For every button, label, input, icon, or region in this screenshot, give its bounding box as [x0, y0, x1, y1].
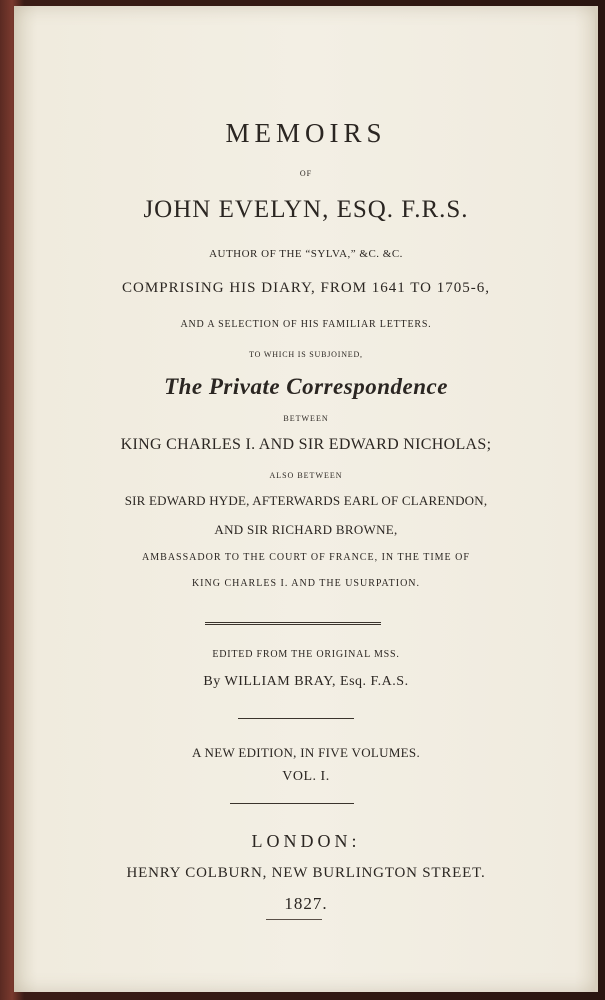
imprint-publisher: HENRY COLBURN, NEW BURLINGTON STREET.	[126, 865, 486, 881]
title-page	[14, 6, 598, 992]
comprising-line: COMPRISING HIS DIARY, FROM 1641 TO 1705-6,	[122, 280, 490, 296]
edition-line: A NEW EDITION, IN FIVE VOLUMES.	[192, 745, 420, 760]
volume-line: VOL. I.	[282, 769, 330, 784]
divider-rule	[230, 803, 354, 804]
between-line: BETWEEN	[283, 414, 329, 423]
divider-rule	[205, 622, 381, 623]
of-line: OF	[299, 169, 313, 178]
usurpation-line: KING CHARLES I. AND THE USURPATION.	[191, 578, 421, 589]
book-title: MEMOIRS	[225, 118, 387, 148]
year-underline	[266, 919, 322, 920]
selection-line: AND A SELECTION OF HIS FAMILIAR LETTERS.	[180, 319, 432, 330]
divider-rule	[205, 624, 381, 625]
ambassador-line: AMBASSADOR TO THE COURT OF FRANCE, IN THE TIME OF	[142, 552, 470, 563]
imprint-city: LONDON:	[251, 831, 361, 851]
subjoined-line: TO WHICH IS SUBJOINED,	[249, 350, 363, 359]
private-correspondence-heading: The Private Correspondence	[164, 374, 448, 399]
browne-line: AND SIR RICHARD BROWNE,	[214, 522, 398, 537]
editor-line: By WILLIAM BRAY, Esq. F.A.S.	[203, 674, 409, 689]
also-between-line: ALSO BETWEEN	[269, 471, 343, 480]
author-name: JOHN EVELYN, ESQ. F.R.S.	[143, 196, 469, 223]
edited-line: EDITED FROM THE ORIGINAL MSS.	[212, 649, 400, 660]
king-charles-line: KING CHARLES I. AND SIR EDWARD NICHOLAS;	[120, 436, 492, 453]
imprint-year: 1827.	[284, 894, 328, 913]
hyde-line: SIR EDWARD HYDE, AFTERWARDS EARL OF CLARENDON,	[124, 493, 488, 508]
author-of-line: AUTHOR OF THE “SYLVA,” &C. &C.	[209, 248, 403, 260]
divider-rule	[238, 718, 354, 719]
